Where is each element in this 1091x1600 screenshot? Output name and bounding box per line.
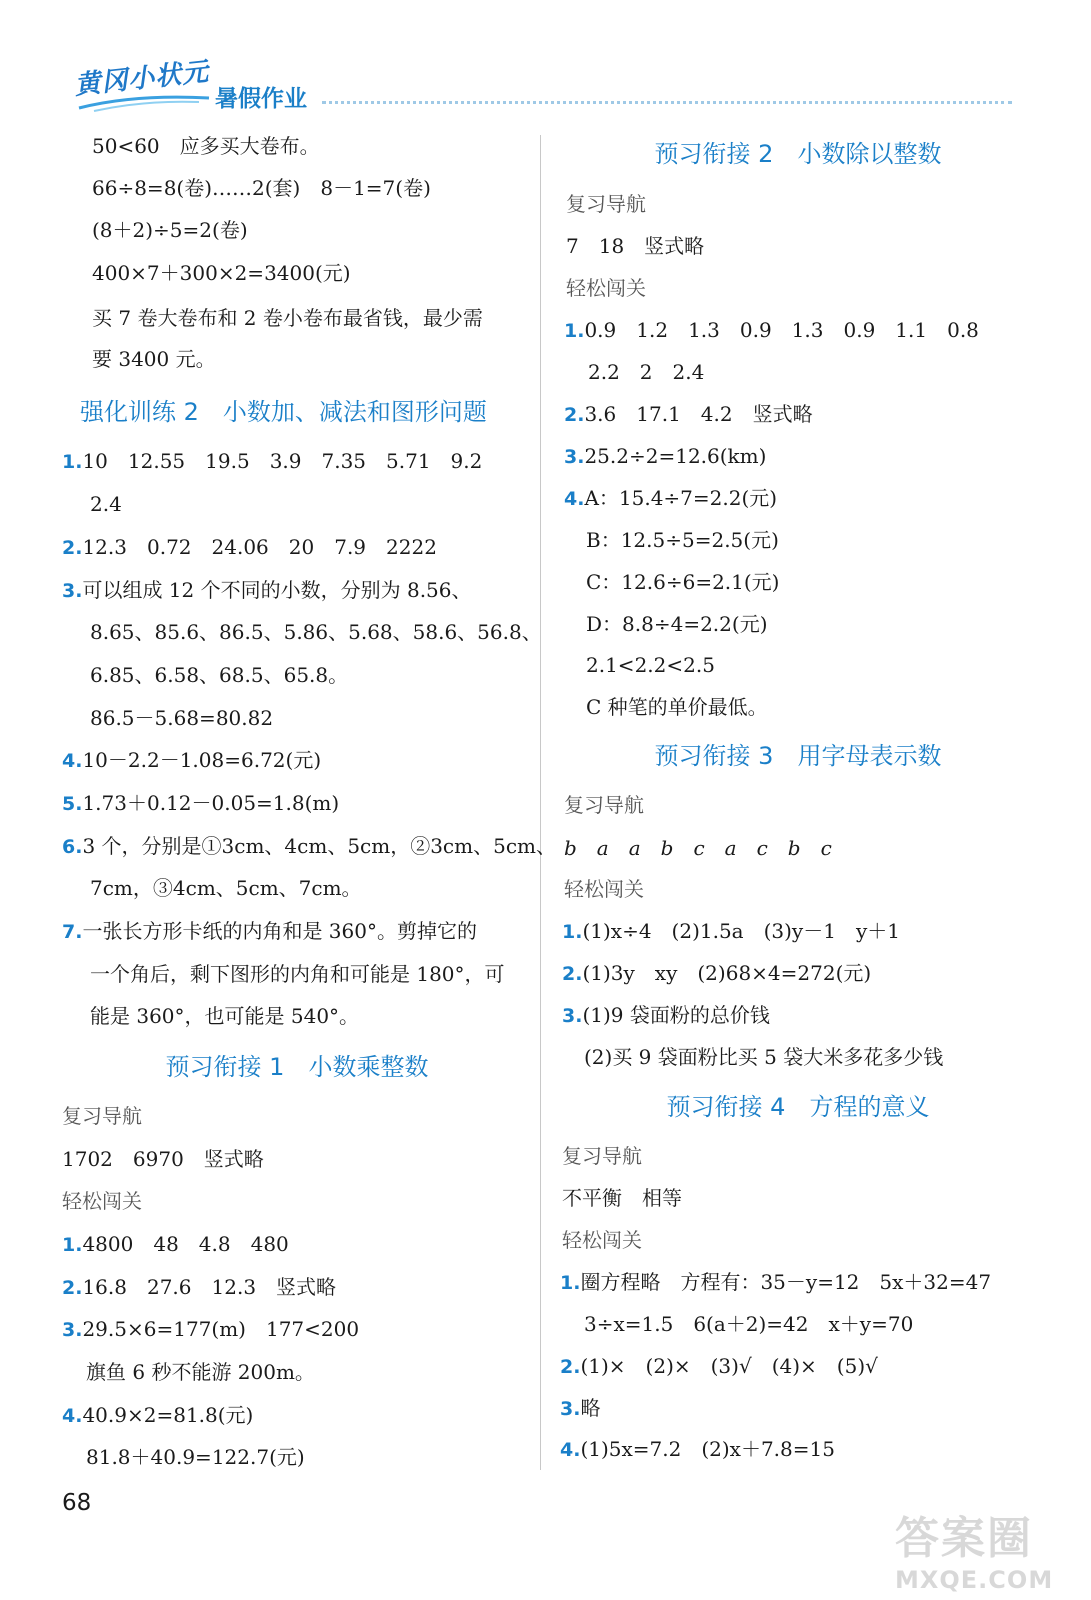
- answer-line: 不平衡 相等: [562, 1186, 682, 1210]
- item-number: 1.: [560, 1272, 581, 1294]
- item-number: 4.: [62, 1405, 83, 1427]
- item-number: 4.: [62, 750, 83, 772]
- answer-line: 3.略: [560, 1396, 601, 1420]
- answer-line: 4.40.9×2=81.8(元): [62, 1403, 254, 1427]
- answer-line: 2.12.3 0.72 24.06 20 7.9 2222: [62, 535, 437, 559]
- section-title: 强化训练 2 小数加、减法和图形问题: [80, 398, 487, 426]
- subheading: 复习导航: [62, 1104, 142, 1128]
- answer-line: D：8.8÷4=2.2(元): [586, 612, 768, 636]
- subheading: 复习导航: [564, 793, 644, 817]
- answer-line: 6.3 个，分别是①3cm、4cm、5cm，②3cm、5cm、: [62, 834, 556, 858]
- answer-line: 2.2 2 2.4: [588, 360, 705, 384]
- answer-line: B：12.5÷5=2.5(元): [586, 528, 779, 552]
- answer-line: 6.85、6.58、68.5、65.8。: [90, 663, 349, 687]
- answer-line: 5.1.73＋0.12－0.05=1.8(m): [62, 791, 340, 815]
- answer-line: 4.(1)5x=7.2 (2)x＋7.8=15: [560, 1437, 835, 1461]
- header-dotted-rule: [322, 101, 1012, 104]
- answer-line: 3.可以组成 12 个不同的小数，分别为 8.56、: [62, 578, 472, 602]
- item-number: 7.: [62, 921, 83, 943]
- answer-line: 81.8＋40.9=122.7(元): [86, 1445, 305, 1469]
- answer-line: 7.一张长方形卡纸的内角和是 360°。剪掉它的: [62, 919, 477, 943]
- answer-line: 能是 360°，也可能是 540°。: [90, 1004, 360, 1028]
- answer-line: 3.25.2÷2=12.6(km): [564, 444, 767, 468]
- answer-line: 3÷x=1.5 6(a＋2)=42 x＋y=70: [584, 1312, 914, 1336]
- answer-line: 3.29.5×6=177(m) 177<200: [62, 1317, 360, 1341]
- answer-line: 旗鱼 6 秒不能游 200m。: [86, 1360, 315, 1384]
- answer-line: 50<60 应多买大卷布。: [92, 134, 320, 158]
- answer-line: b a a b c a c b c: [564, 836, 832, 860]
- watermark-title: 答案圈: [895, 1513, 1033, 1564]
- section-title: 预习衔接 1 小数乘整数: [165, 1053, 429, 1081]
- answer-line: 400×7＋300×2=3400(元): [92, 261, 351, 285]
- item-number: 1.: [62, 451, 83, 473]
- answer-line: 1.(1)x÷4 (2)1.5a (3)y－1 y＋1: [562, 919, 900, 943]
- section-title: 预习衔接 3 用字母表示数: [654, 742, 942, 770]
- answer-line: 66÷8=8(卷)……2(套) 8－1=7(卷): [92, 176, 431, 200]
- section-title: 预习衔接 4 方程的意义: [666, 1093, 930, 1121]
- answer-line: 1.10 12.55 19.5 3.9 7.35 5.71 9.2: [62, 449, 483, 473]
- subheading: 轻松闯关: [566, 276, 646, 300]
- item-number: 3.: [62, 1319, 83, 1341]
- watermark-url: MXQE.COM: [895, 1566, 1054, 1594]
- item-number: 1.: [564, 320, 585, 342]
- subheading: 轻松闯关: [564, 877, 644, 901]
- brand-swoosh-icon: [74, 64, 214, 114]
- answer-line: 一个角后，剩下图形的内角和可能是 180°，可: [90, 962, 505, 986]
- answer-line: 4.A：15.4÷7=2.2(元): [564, 486, 778, 510]
- brand-logo: 黄冈小状元: [73, 57, 211, 101]
- item-number: 3.: [562, 1005, 583, 1027]
- answer-line: 2.(1)× (2)× (3)√ (4)× (5)√: [560, 1354, 878, 1378]
- answer-line: 3.(1)9 袋面粉的总价钱: [562, 1003, 770, 1027]
- answer-line: 2.3.6 17.1 4.2 竖式略: [564, 402, 813, 426]
- watermark: [895, 1502, 1065, 1592]
- item-number: 1.: [562, 921, 583, 943]
- item-number: 2.: [62, 1277, 83, 1299]
- answer-line: 8.65、85.6、86.5、5.86、5.68、58.6、56.8、: [90, 620, 542, 644]
- item-number: 2.: [62, 537, 83, 559]
- answer-line: 2.1<2.2<2.5: [586, 653, 715, 677]
- answer-line: 要 3400 元。: [92, 347, 216, 371]
- answer-line: (8＋2)÷5=2(卷): [92, 218, 248, 242]
- answer-line: 1.0.9 1.2 1.3 0.9 1.3 0.9 1.1 0.8: [564, 318, 979, 342]
- page-number: 68: [62, 1490, 92, 1516]
- item-number: 2.: [560, 1356, 581, 1378]
- answer-line: 86.5－5.68=80.82: [90, 706, 274, 730]
- subheading: 复习导航: [566, 192, 646, 216]
- item-number: 6.: [62, 836, 83, 858]
- answer-line: 7cm，③4cm、5cm、7cm。: [90, 876, 362, 900]
- answer-line: C：12.6÷6=2.1(元): [586, 570, 780, 594]
- answer-line: 4.10－2.2－1.08=6.72(元): [62, 748, 322, 772]
- header-title: 暑假作业: [215, 86, 307, 112]
- subheading: 轻松闯关: [62, 1189, 142, 1213]
- answer-line: 1.圈方程略 方程有：35－y=12 5x＋32=47: [560, 1270, 992, 1294]
- answer-line: 7 18 竖式略: [566, 234, 705, 258]
- item-number: 5.: [62, 793, 83, 815]
- item-number: 3.: [62, 580, 83, 602]
- subheading: 轻松闯关: [562, 1228, 642, 1252]
- section-title: 预习衔接 2 小数除以整数: [654, 140, 942, 168]
- answer-line: 1.4800 48 4.8 480: [62, 1232, 289, 1256]
- answer-line: 买 7 卷大卷布和 2 卷小卷布最省钱，最少需: [92, 306, 483, 330]
- answer-line: 1702 6970 竖式略: [62, 1147, 264, 1171]
- answer-line: 2.(1)3y xy (2)68×4=272(元): [562, 961, 872, 985]
- item-number: 4.: [564, 488, 585, 510]
- answer-line: C 种笔的单价最低。: [586, 695, 768, 719]
- item-number: 3.: [564, 446, 585, 468]
- item-number: 1.: [62, 1234, 83, 1256]
- item-number: 2.: [564, 404, 585, 426]
- item-number: 3.: [560, 1398, 581, 1420]
- item-number: 4.: [560, 1439, 581, 1461]
- column-divider: [540, 135, 541, 1470]
- answer-line: (2)买 9 袋面粉比买 5 袋大米多花多少钱: [584, 1045, 944, 1069]
- answer-line: 2.16.8 27.6 12.3 竖式略: [62, 1275, 337, 1299]
- item-number: 2.: [562, 963, 583, 985]
- page-header: [0, 0, 1091, 130]
- subheading: 复习导航: [562, 1144, 642, 1168]
- answer-line: 2.4: [90, 492, 122, 516]
